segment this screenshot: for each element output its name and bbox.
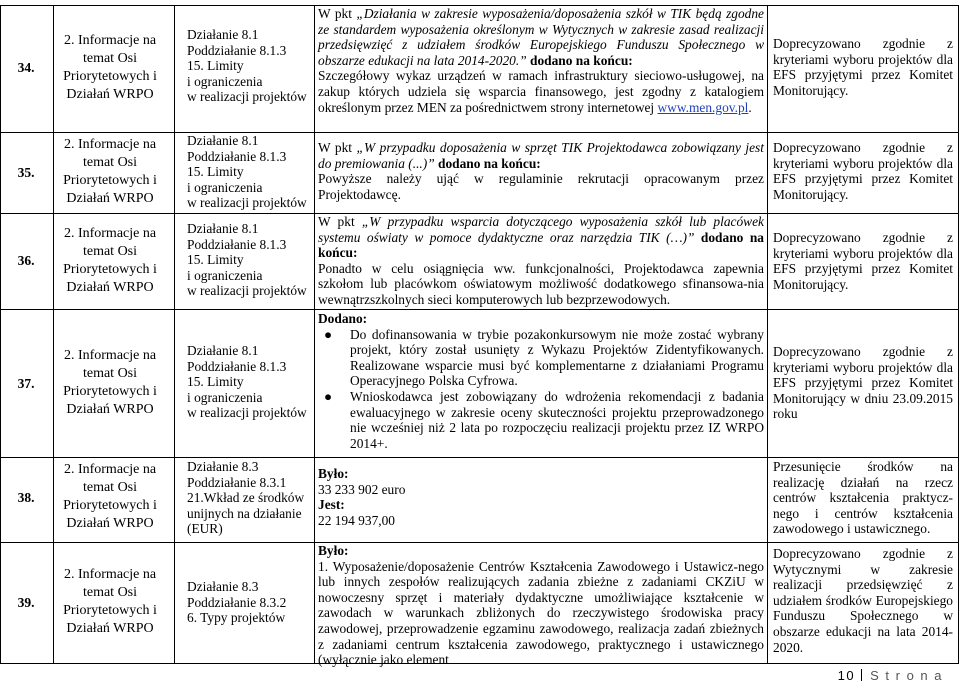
row-number: 39. (17, 595, 35, 610)
section-cell: 2. Informacje na temat Osi Priorytetowych i Działań WRPO (63, 137, 157, 206)
measure-line: 15. Limity (187, 58, 244, 74)
measure-line: w realizacji projektów (187, 405, 307, 421)
bold-label: Dodano: (318, 311, 368, 326)
change-description (318, 311, 764, 451)
bold-label: Było: (318, 543, 349, 558)
list-item-text: Wnioskodawca jest zobowiązany do wdrożenia rekomendacji z badania ewaluacyjnego w zakresie oceny skuteczności projektu przeprowadzonego nie wcześniej niż 2 lata po rozpoczęciu realizacji projektu przez IZ WRPO 2014+. (350, 388, 764, 451)
bold-label: dodano na końcu: (526, 52, 633, 68)
measure-line: 15. Limity (187, 252, 244, 268)
text-run: Ponadto w celu osiągnięcia ww. funkcjonalności, Projektodawca zapewnia szkołom lub placówkom oświatowym możliwość dodatkowego sfinansowa-nia wewnątrzszkolnych sieci komputerowych lub bezprzewodowych. (318, 260, 764, 307)
measure-line: Poddziałanie 8.1.3 (187, 236, 287, 252)
row-divider (0, 309, 959, 310)
measure-line: i ograniczenia (187, 73, 263, 89)
measure-line: w realizacji projektów (187, 89, 307, 105)
old-value: 33 233 902 euro (318, 481, 406, 497)
justification-cell: Doprecyzowano zgodnie z Wytycznymi w zakresie realizacji przedsięwzięć z udziałem środków Europejskiego Funduszu Społecznego w obszarze edukacji na lata 2014-2020. (773, 546, 953, 655)
measure-line: 15. Limity (187, 374, 244, 390)
measure-line: w realizacji projektów (187, 195, 307, 211)
justification-cell: Doprecyzowano zgodnie z kryteriami wyboru projektów dla EFS przyjętymi przez Komitet Monitorujący. (773, 36, 953, 98)
justification-cell: Doprecyzowano zgodnie z kryteriami wyboru projektów dla EFS przyjętymi przez Komitet Monitorujący w dniu 23.09.2015 roku (773, 344, 953, 422)
change-description (318, 6, 764, 115)
measure-line: Działanie 8.1 (187, 221, 259, 236)
measure-line: Poddziałanie 8.1.3 (187, 42, 287, 58)
row-divider (0, 457, 959, 458)
bold-label: dodano na końcu: (318, 229, 764, 261)
measure-cell (187, 27, 309, 105)
column-border (0, 5, 1, 664)
measure-line: Poddziałanie 8.1.3 (187, 358, 287, 374)
measure-line: Działanie 8.1 (187, 27, 259, 42)
quoted-text: „W przypadku wsparcia dotyczącego wyposażenia szkół lub placówek systemu oświaty w pomoce dydaktyczne oraz narzędzia TIK (…)” (318, 214, 764, 245)
justification-cell: Doprecyzowano zgodnie z kryteriami wyboru projektów dla EFS przyjętymi przez Komitet Monitorujący. (773, 230, 953, 292)
measure-line: Działanie 8.3 (187, 579, 259, 594)
justification-cell: Przesunięcie środków na realizację działań na rzecz centrów kształcenia praktycz-nego i centrów kształcenia zawodowego i ustawicznego. (773, 459, 953, 537)
page-footer (838, 668, 943, 684)
measure-line: Działanie 8.3 (187, 459, 259, 474)
text-run: . (748, 99, 752, 115)
bold-label: Było: (318, 466, 349, 481)
change-description (318, 466, 764, 528)
measure-line: w realizacji projektów (187, 283, 307, 299)
measure-cell (187, 221, 309, 299)
section-cell: 2. Informacje na temat Osi Priorytetowych i Działań WRPO (63, 33, 157, 102)
measure-line: 15. Limity (187, 164, 244, 180)
row-number: 36. (17, 253, 35, 268)
section-cell: 2. Informacje na temat Osi Priorytetowych i Działań WRPO (63, 226, 157, 295)
row-divider (0, 132, 959, 133)
change-description (318, 140, 764, 202)
bullet-icon: ● (324, 388, 333, 404)
measure-line: (EUR) (187, 521, 223, 537)
row-number: 38. (17, 490, 35, 505)
column-border (174, 5, 175, 664)
text-run: W pkt (318, 6, 357, 21)
measure-line: i ograniczenia (187, 179, 263, 195)
section-cell: 2. Informacje na temat Osi Priorytetowych i Działań WRPO (63, 567, 157, 636)
measure-line: Działanie 8.1 (187, 343, 259, 358)
measure-cell (187, 579, 309, 626)
new-value: 22 194 937,00 (318, 512, 395, 528)
measure-line: Działanie 8.1 (187, 133, 259, 148)
measure-line: i ograniczenia (187, 389, 263, 405)
quoted-text: „Działania w zakresie wyposażenia/doposażenia szkół w TIK będą zgodne ze standardem wyposażenia określonym w Wytycznych w zakresie zasad realizacji przedsięwzięć z udziałem środków Europejskiego Funduszu Społecznego w obszarze edukacji na lata 2014-2020.” (318, 6, 765, 68)
measure-line: Poddziałanie 8.1.3 (187, 148, 287, 164)
measure-line: 6. Typy projektów (187, 610, 286, 626)
measure-line: 21.Wkład ze środków (187, 490, 305, 506)
quoted-text: „W przypadku doposażenia w sprzęt TIK Projektodawca zobowiązany jest do premiowania (...)” (318, 140, 764, 171)
change-description (318, 543, 764, 668)
text-run: Powyższe należy ująć w regulaminie rekrutacji opracowanym przez Projektodawcę. (318, 171, 764, 202)
list-item (318, 389, 764, 451)
row-number: 37. (17, 376, 35, 391)
text-run: W pkt (318, 140, 357, 155)
justification-cell: Doprecyzowano zgodnie z kryteriami wyboru projektów dla EFS przyjętymi przez Komitet Monitorujący. (773, 140, 953, 202)
measure-cell (187, 343, 309, 421)
measure-line: unijnych na działanie (187, 505, 302, 521)
text-run: Szczegółowy wykaz urządzeń w ramach infrastruktury sieciowo-usługowej, na zakup których udziela się wsparcia finansowego, jest zgodny z katalogiem określonym przez MEN za pośrednictwem strony internetowej (318, 68, 764, 115)
footer-divider (861, 669, 862, 681)
men-link[interactable]: www.men.gov.pl (657, 99, 749, 115)
row-number: 35. (17, 165, 35, 180)
column-border (767, 5, 768, 664)
measure-cell (187, 133, 309, 211)
page-number: 10 (837, 668, 856, 683)
bold-label: Jest: (318, 497, 345, 513)
text-run: 1. Wyposażenie/doposażenie Centrów Kształcenia Zawodowego i Ustawicz-nego lub innych zespołów realizujących zadania zbieżne z zadaniami CKZiU w nowoczesny sprzęt i materiały dydaktyczne umożliwiające kształcenie w zawodach w warunkach zbliżonych do rzeczywistego środowiska pracy zawodowej, przeprowadzenie egzaminu zawodowego, realizacja zadań zbieżnych z zadaniami centrum kształcenia zawodowego, praktycznego i ustawicznego (wyłącznie jako element (318, 558, 764, 668)
change-description (318, 214, 764, 308)
list-item (318, 327, 764, 389)
section-cell: 2. Informacje na temat Osi Priorytetowych i Działań WRPO (63, 462, 157, 531)
measure-line: Poddziałanie 8.3.1 (187, 474, 287, 490)
measure-line: i ograniczenia (187, 267, 263, 283)
column-border (314, 5, 315, 664)
section-cell: 2. Informacje na temat Osi Priorytetowych i Działań WRPO (63, 348, 157, 417)
bullet-icon: ● (324, 326, 333, 342)
list-item-text: Do dofinansowania w trybie pozakonkursowym nie może zostać wybrany projekt, który został usunięty z Wykazu Projektów Zidentyfikowanych. Realizowane wsparcie musi być komplementarne z działaniami Programu Operacyjnego Polska Cyfrowa. (350, 326, 764, 389)
bullet-list (318, 327, 764, 452)
bold-label: dodano na końcu: (434, 155, 541, 171)
measure-line: Poddziałanie 8.3.2 (187, 594, 287, 610)
row-number: 34. (17, 60, 35, 75)
text-run: W pkt (318, 214, 362, 229)
column-border (53, 5, 54, 664)
measure-cell (187, 459, 309, 537)
page-word: S t r o n a (870, 668, 943, 683)
